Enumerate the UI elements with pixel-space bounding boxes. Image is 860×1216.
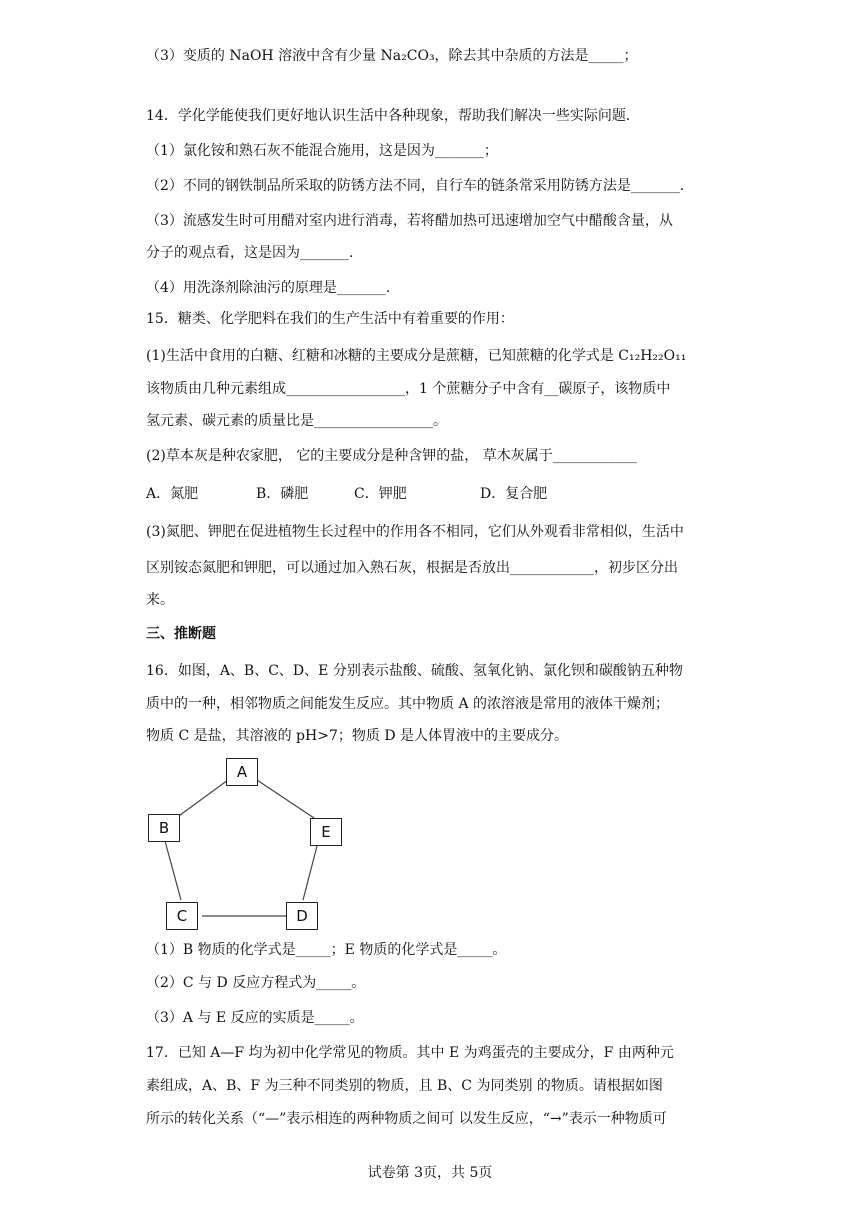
q16-stem-line1: 16．如图，A、B、C、D、E 分别表示盐酸、硫酸、氢氧化钠、氯化钡和碳酸钠五种物 (146, 663, 683, 679)
q15-part1-line3: 氢元素、碳元素的质量比是_________________。 (146, 413, 447, 429)
edge-a-e (257, 780, 314, 818)
q15-part3-line3: 来。 (146, 592, 174, 608)
q15-part3-line1: (3)氮肥、钾肥在促进植物生长过程中的作用各不相同，它们从外观看非常相似，生活中 (146, 524, 684, 540)
q15-part2: (2)草本灰是种农家肥， 它的主要成分是种含钾的盐， 草木灰属于____________ (146, 448, 637, 464)
q15-part1-line2: 该物质由几种元素组成_________________，1 个蔗糖分子中含有__碳原子，该物质中 (146, 381, 671, 397)
q14-part2: （2）不同的钢铁制品所采取的防锈方法不同，自行车的链条常采用防锈方法是_______. (146, 178, 685, 194)
edge-e-d (303, 846, 317, 900)
node-a: A (226, 758, 258, 786)
edge-b-c (165, 841, 181, 900)
node-d: D (286, 902, 318, 930)
option-b: B．磷肥 (256, 486, 309, 502)
q17-stem-line1: 17．已知 A—F 均为初中化学常见的物质。其中 E 为鸡蛋壳的主要成分，F 由两种元 (146, 1045, 674, 1061)
q15-options (146, 484, 547, 504)
edge-a-b (176, 780, 228, 818)
q16-part3: （3）A 与 E 反应的实质是_____。 (146, 1010, 364, 1026)
q16-part1: （1）B 物质的化学式是_____；E 物质的化学式是_____。 (146, 942, 507, 958)
q15-stem: 15．糖类、化学肥料在我们的生产生活中有着重要的作用： (146, 311, 514, 327)
option-a: A．氮肥 (146, 486, 199, 502)
q14-part3-line2: 分子的观点看，这是因为_______. (146, 245, 354, 261)
node-e: E (310, 818, 342, 846)
option-d: D．复合肥 (480, 486, 548, 502)
pentagon-diagram (146, 758, 356, 934)
q17-stem-line3: 所示的转化关系（“—”表示相连的两种物质之间可 以发生反应，“→”表示一种物质可 (146, 1111, 667, 1127)
q17-stem-line2: 素组成，A、B、F 为三种不同类别的物质，且 B、C 为同类别 的物质。请根据如图 (146, 1078, 663, 1094)
q16-stem-line3: 物质 C 是盐，其溶液的 pH>7；物质 D 是人体胃液中的主要成分。 (146, 728, 568, 744)
option-c: C．钾肥 (354, 486, 407, 502)
q16-part2: （2）C 与 D 反应方程式为_____。 (146, 975, 366, 991)
q15-part3-line2: 区别铵态氮肥和钾肥，可以通过加入熟石灰，根据是否放出____________，初步区分出 (146, 560, 678, 576)
q14-part1: （1）氯化铵和熟石灰不能混合施用，这是因为_______； (146, 143, 498, 159)
q14-part3-line1: （3）流感发生时可用醋对室内进行消毒，若将醋加热可迅速增加空气中醋酸含量，从 (146, 213, 673, 229)
q15-part1-line1: (1)生活中食用的白糖、红糖和冰糖的主要成分是蔗糖，已知蔗糖的化学式是 C₁₂H₂₂O₁₁ (146, 348, 687, 364)
q14-stem: 14．学化学能使我们更好地认识生活中各种现象，帮助我们解决一些实际问题. (146, 108, 631, 124)
q14-part4: （4）用洗涤剂除油污的原理是_______. (146, 280, 391, 296)
section-heading: 三、推断题 (146, 626, 216, 642)
q16-stem-line2: 质中的一种，相邻物质之间能发生反应。其中物质 A 的浓溶液是常用的液体干燥剂； (146, 696, 670, 712)
node-c: C (166, 902, 198, 930)
node-b: B (148, 814, 180, 842)
q13-part3: （3）变质的 NaOH 溶液中含有少量 Na₂CO₃，除去其中杂质的方法是_____； (146, 48, 638, 64)
page-footer: 试卷第 3页，共 5页 (367, 1165, 493, 1181)
